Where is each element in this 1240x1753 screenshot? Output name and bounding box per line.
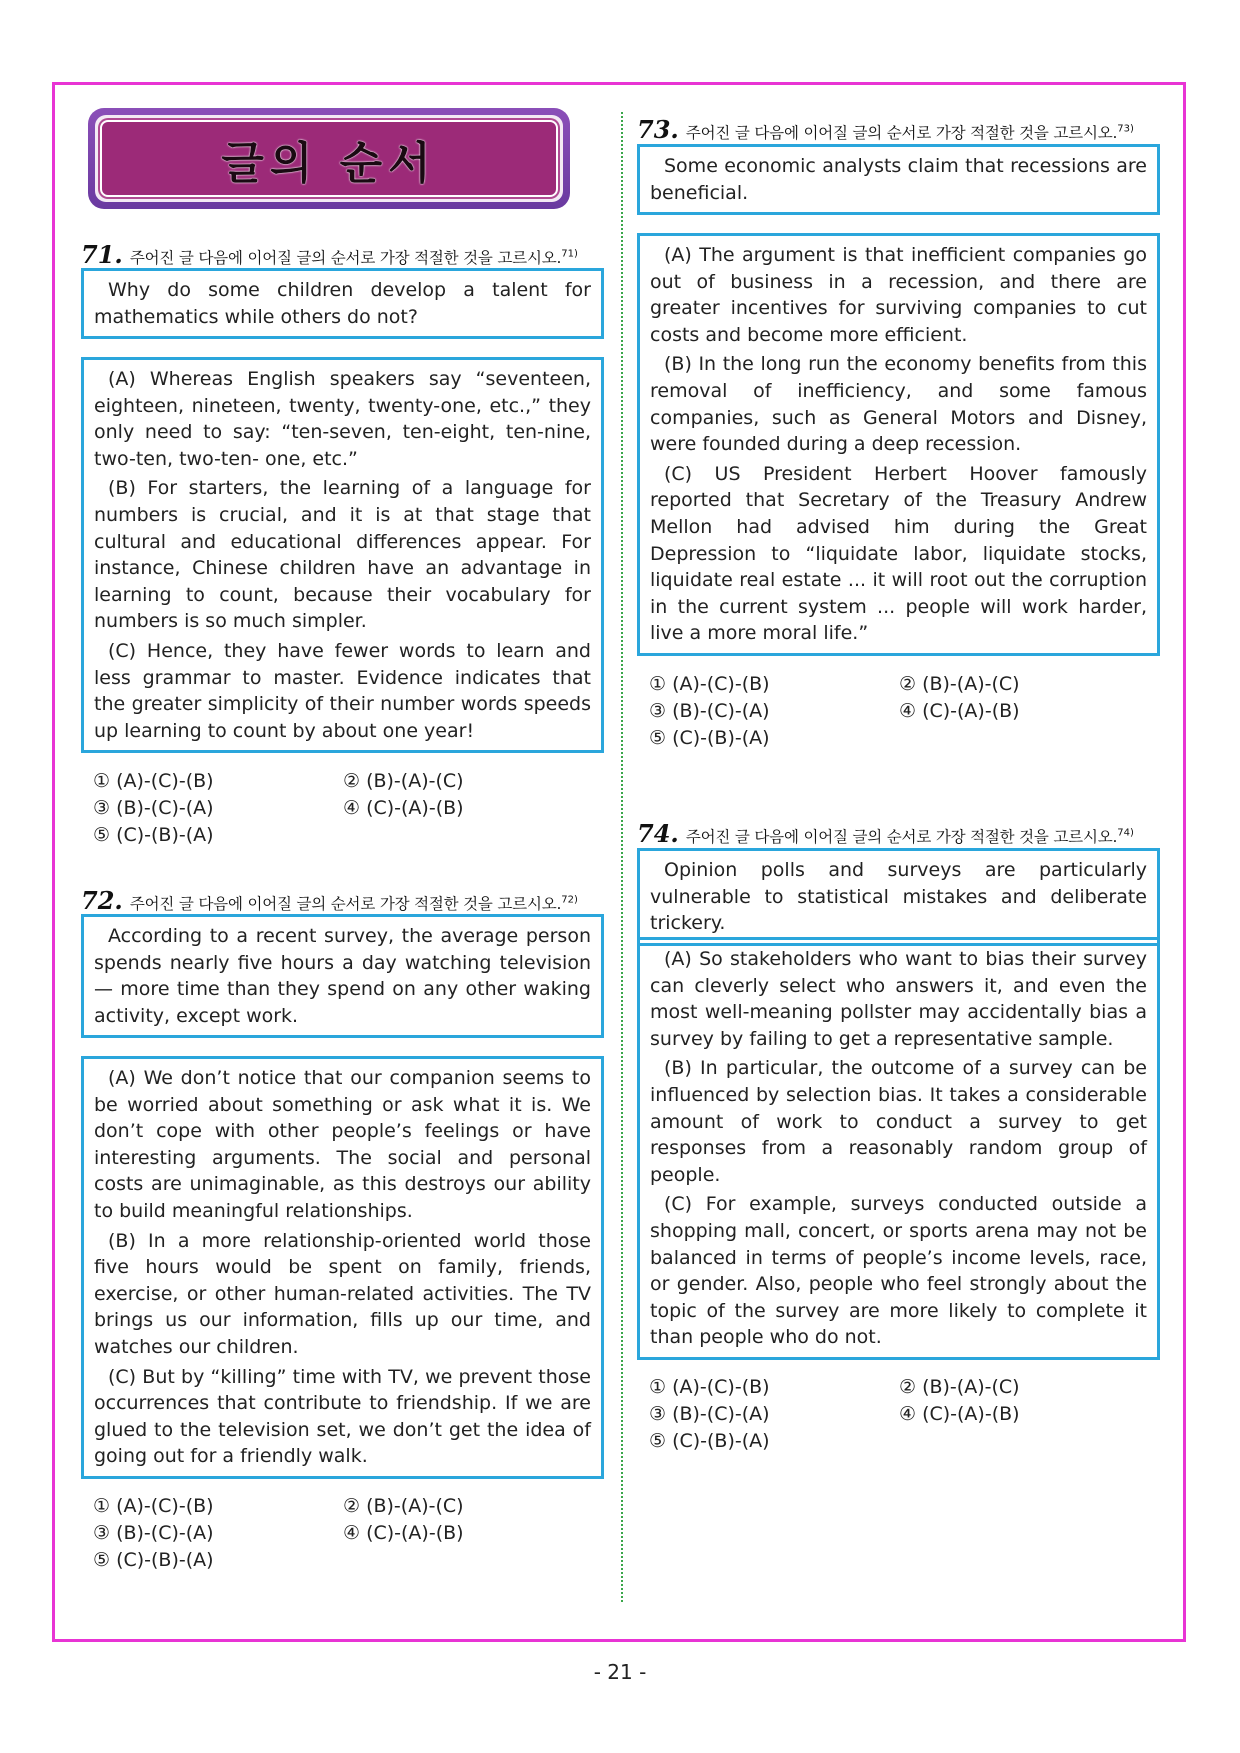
- choice-3[interactable]: ③ (B)-(C)-(A): [93, 797, 214, 819]
- paragraph-b: (B) In particular, the outcome of a survey can be influenced by selection bias. It takes a considerable amount of work to conduct a survey to get responses from a reasonably random group of people.: [650, 1057, 1147, 1186]
- intro-text: Why do some children develop a talent for mathematics while others do not?: [94, 279, 591, 328]
- choice-1[interactable]: ① (A)-(C)-(B): [649, 673, 770, 695]
- question-72-paragraphs-box: [81, 1056, 604, 1479]
- section-title: 글의 순서: [221, 137, 437, 189]
- section-banner: [88, 108, 570, 209]
- question-71-paragraphs-box: [81, 357, 604, 753]
- choice-2[interactable]: ② (B)-(A)-(C): [899, 1376, 1020, 1398]
- intro-text: According to a recent survey, the average person spends nearly five hours a day watching television — more time than they spend on any other waking activity, except work.: [94, 925, 591, 1027]
- question-73-choices: [649, 671, 1149, 752]
- choice-2[interactable]: ② (B)-(A)-(C): [343, 1495, 464, 1517]
- choice-4[interactable]: ④ (C)-(A)-(B): [343, 1522, 464, 1544]
- paragraph-c: (C) For example, surveys conducted outside a shopping mall, concert, or sports arena may not be balanced in terms of people’s income levels, race, or gender. Also, people who feel strongly about the topic of the survey are more likely to complete it than people who do not.: [650, 1193, 1147, 1349]
- paragraph-c: (C) But by “killing” time with TV, we prevent those occurrences that contribute to friendship. If we are glued to the television set, we don’t get the idea of going out for a friendly walk.: [94, 1365, 591, 1468]
- intro-text: Opinion polls and surveys are particularly vulnerable to statistical mistakes and deliberate trickery.: [650, 859, 1147, 935]
- choice-4[interactable]: ④ (C)-(A)-(B): [343, 797, 464, 819]
- question-72-intro-box: [81, 914, 604, 1038]
- question-74-paragraphs-box: [637, 937, 1160, 1360]
- question-73-title: 73. 주어진 글 다음에 이어질 글의 순서로 가장 적절한 것을 고르시오.$^{73)}$: [637, 115, 1134, 144]
- question-71-intro-box: [81, 268, 604, 339]
- choice-1[interactable]: ① (A)-(C)-(B): [93, 770, 214, 792]
- question-74-title: 74. 주어진 글 다음에 이어질 글의 순서로 가장 적절한 것을 고르시오.$^{74)}$: [637, 819, 1134, 848]
- choice-5[interactable]: ⑤ (C)-(B)-(A): [649, 727, 770, 749]
- choice-3[interactable]: ③ (B)-(C)-(A): [649, 700, 770, 722]
- choice-1[interactable]: ① (A)-(C)-(B): [93, 1495, 214, 1517]
- choice-2[interactable]: ② (B)-(A)-(C): [899, 673, 1020, 695]
- paragraph-a: (A) We don’t notice that our companion seems to be worried about something or ask what it is. We don’t cope with other people’s feelings or have interesting arguments. The social and personal costs are unimaginable, as this destroys our ability to build meaningful relationships.: [94, 1067, 591, 1222]
- choice-1[interactable]: ① (A)-(C)-(B): [649, 1376, 770, 1398]
- choice-4[interactable]: ④ (C)-(A)-(B): [899, 1403, 1020, 1425]
- question-74-choices: [649, 1374, 1149, 1455]
- choice-3[interactable]: ③ (B)-(C)-(A): [649, 1403, 770, 1425]
- paragraph-a: (A) Whereas English speakers say “seventeen, eighteen, nineteen, twenty, twenty-one, etc.,” they only need to say: “ten-seven, ten-eight, ten-nine, two-ten, two-ten- one, etc.”: [94, 368, 591, 470]
- question-73-paragraphs-box: [637, 233, 1160, 656]
- choice-2[interactable]: ② (B)-(A)-(C): [343, 770, 464, 792]
- question-71-title: 71. 주어진 글 다음에 이어질 글의 순서로 가장 적절한 것을 고르시오.$^{71)}$: [81, 240, 578, 269]
- paragraph-a: (A) The argument is that inefficient companies go out of business in a recession, and there are greater incentives for surviving companies to cut costs and become more efficient.: [650, 244, 1147, 346]
- choice-4[interactable]: ④ (C)-(A)-(B): [899, 700, 1020, 722]
- question-73-intro-box: [637, 144, 1160, 215]
- choice-5[interactable]: ⑤ (C)-(B)-(A): [93, 824, 214, 846]
- question-72-choices: [93, 1493, 593, 1574]
- choice-5[interactable]: ⑤ (C)-(B)-(A): [93, 1549, 214, 1571]
- question-71-choices: [93, 768, 593, 849]
- paragraph-b: (B) For starters, the learning of a language for numbers is crucial, and it is at that stage that cultural and educational differences appear. For instance, Chinese children have an advantage in learning to count, because their vocabulary for numbers is so much simpler.: [94, 477, 591, 633]
- page-number: - 21 -: [593, 1660, 647, 1684]
- paragraph-b: (B) In the long run the economy benefits from this removal of inefficiency, and some famous companies, such as General Motors and Disney, were founded during a deep recession.: [650, 353, 1147, 456]
- choice-5[interactable]: ⑤ (C)-(B)-(A): [649, 1430, 770, 1452]
- column-divider: [621, 112, 623, 1602]
- paragraph-a: (A) So stakeholders who want to bias their survey can cleverly select who answers it, and even the most well-meaning pollster may accidentally bias a survey by failing to get a representative sample.: [650, 948, 1147, 1050]
- intro-text: Some economic analysts claim that recessions are beneficial.: [650, 155, 1147, 204]
- question-74-intro-box: [637, 848, 1160, 946]
- paragraph-b: (B) In a more relationship-oriented world those five hours would be spent on family, friends, exercise, or other human-related activities. The TV brings us our information, fills up our time, and watches our children.: [94, 1229, 591, 1358]
- choice-3[interactable]: ③ (B)-(C)-(A): [93, 1522, 214, 1544]
- paragraph-c: (C) Hence, they have fewer words to learn and less grammar to master. Evidence indicates that the greater simplicity of their number words speeds up learning to count by about one year!: [94, 639, 591, 742]
- paragraph-c: (C) US President Herbert Hoover famously reported that Secretary of the Treasury Andrew Mellon had advised him during the Great Depression to “liquidate labor, liquidate stocks, liquidate real estate ... it will root out the corruption in the current system ... people will work harder, live a more moral life.”: [650, 462, 1147, 645]
- question-72-title: 72. 주어진 글 다음에 이어질 글의 순서로 가장 적절한 것을 고르시오.$^{72)}$: [81, 886, 578, 915]
